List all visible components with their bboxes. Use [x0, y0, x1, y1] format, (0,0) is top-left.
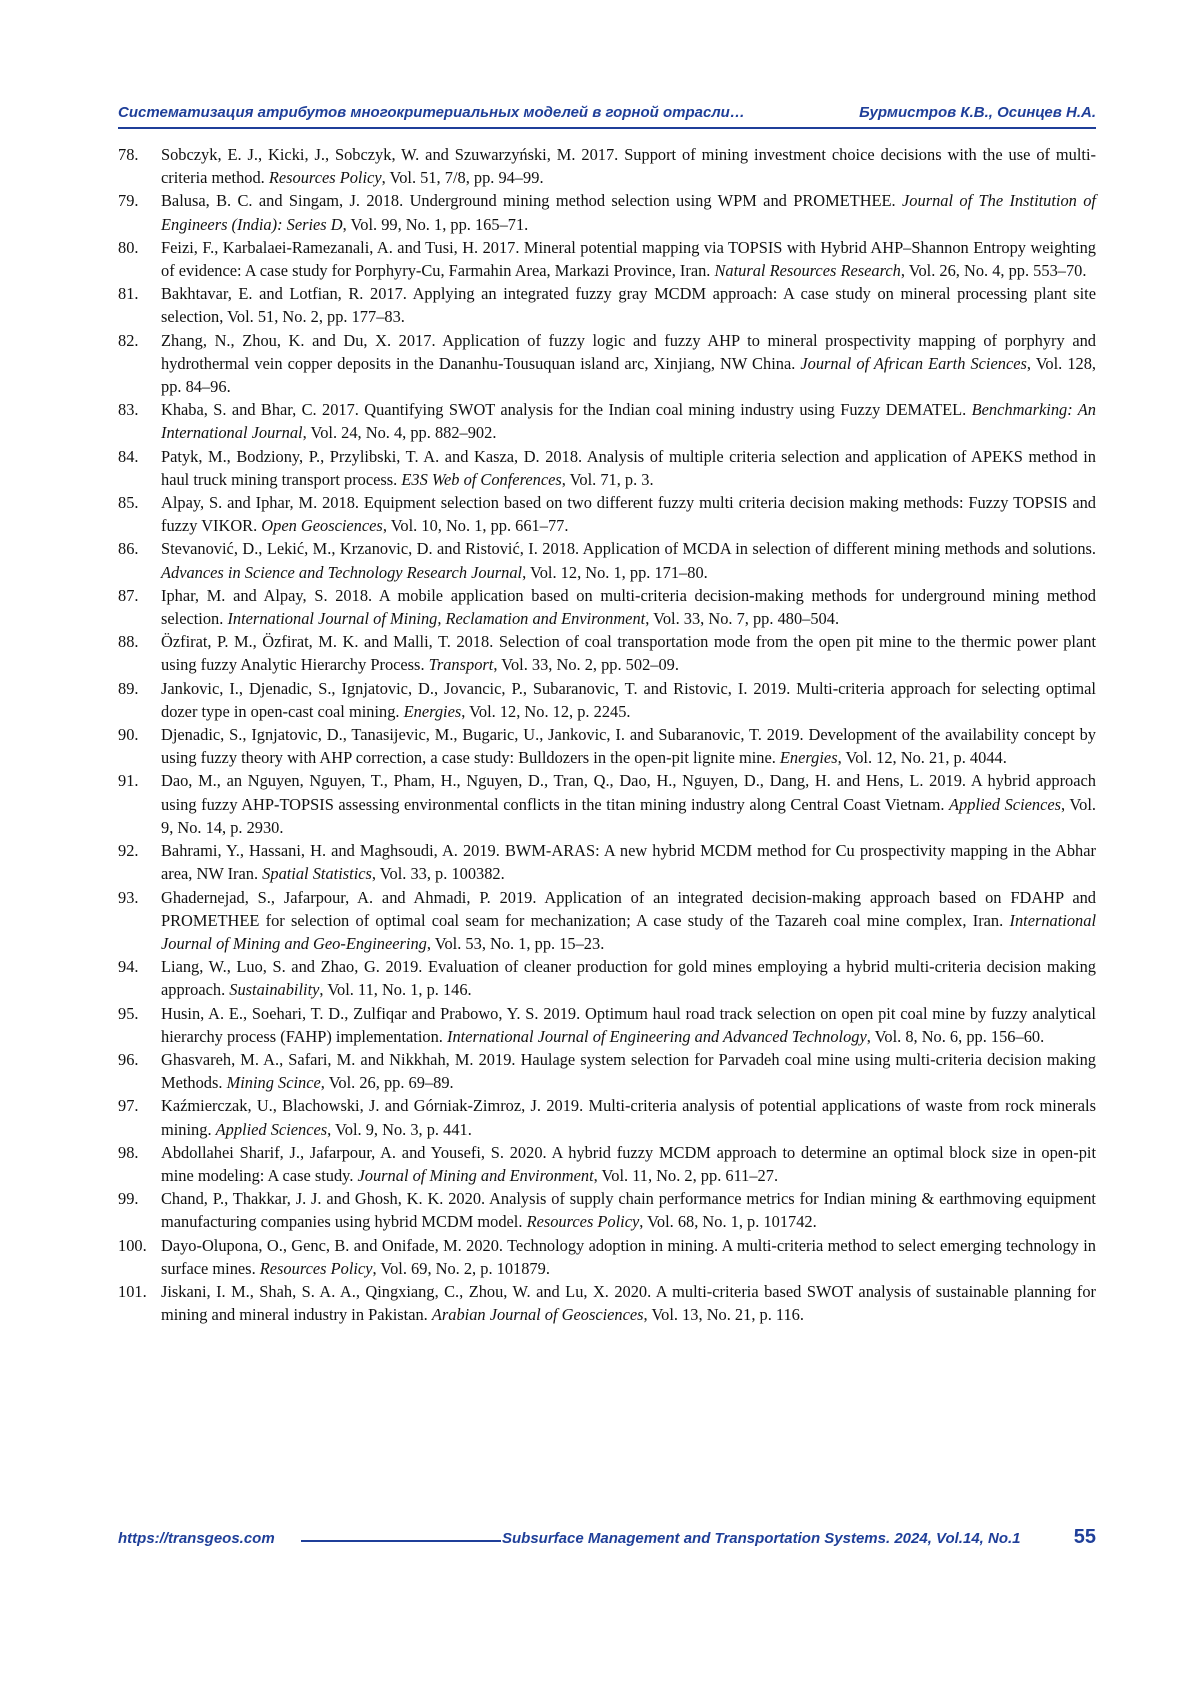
- reference-source-title: International Journal of Engineering and Advanced Technology: [447, 1026, 867, 1046]
- reference-text-segment: , Vol. 9, No. 3, p. 441.: [327, 1119, 472, 1139]
- reference-item: [118, 886, 1096, 956]
- reference-text-segment: Djenadic, S., Ignjatovic, D., Tanasijevic, M., Bugaric, U., Jankovic, I. and Subaranovic, T. 2019. Development of the availability concept by using fuzzy theory with AHP correction, a case study: Bulldozers in the open-pit lignite mine.: [161, 725, 1096, 768]
- reference-text-segment: , Vol. 26, pp. 69–89.: [320, 1073, 454, 1093]
- reference-source-title: Journal of Mining and Environment: [357, 1165, 594, 1185]
- reference-text-segment: Alpay, S. and Iphar, M. 2018. Equipment selection based on two different fuzzy multi criteria decision making methods: Fuzzy TOPSIS and fuzzy VIKOR.: [161, 493, 1096, 536]
- reference-text: [161, 771, 1096, 836]
- reference-text-segment: Chand, P., Thakkar, J. J. and Ghosh, K. K. 2020. Analysis of supply chain performance metrics for Indian mining & earthmoving equipment manufacturing companies using hybrid MCDM model.: [161, 1189, 1096, 1232]
- reference-text-segment: Bahrami, Y., Hassani, H. and Maghsoudi, A. 2019. BWM-ARAS: A new hybrid MCDM method for Cu prospectivity mapping in the Abhar area, NW Iran.: [161, 841, 1096, 884]
- reference-item: [118, 723, 1096, 769]
- reference-number: 99.: [118, 1189, 139, 1209]
- reference-item: [118, 189, 1096, 235]
- reference-text-segment: , Vol. 13, No. 21, p. 116.: [643, 1305, 804, 1325]
- reference-text-segment: , Vol. 8, No. 6, pp. 156–60.: [866, 1026, 1045, 1046]
- reference-number: 86.: [118, 539, 139, 559]
- reference-text-segment: , Vol. 11, No. 1, p. 146.: [319, 980, 472, 1000]
- reference-source-title: Resources Policy: [526, 1212, 640, 1232]
- reference-item: [118, 143, 1096, 189]
- reference-source-title: E3S Web of Conferences: [401, 469, 562, 489]
- reference-source-title: Arabian Journal of Geosciences: [431, 1305, 644, 1325]
- running-title: Систематизация атрибутов многокритериальных моделей в горной отрасли…: [118, 104, 745, 121]
- reference-text: [161, 493, 1096, 535]
- reference-text-segment: , Vol. 68, No. 1, p. 101742.: [639, 1212, 817, 1232]
- reference-item: [118, 1141, 1096, 1187]
- footer-journal-title: Subsurface Management and Transportation Systems. 2024, Vol.14, No.1: [502, 1530, 1021, 1547]
- reference-text-segment: , Vol. 12, No. 21, p. 4044.: [837, 748, 1007, 768]
- reference-text-segment: , Vol. 53, No. 1, pp. 15–23.: [426, 933, 605, 953]
- page-footer: [118, 1525, 1096, 1555]
- reference-source-title: Sustainability: [229, 980, 320, 1000]
- reference-text: [161, 284, 1096, 326]
- reference-source-title: Transport: [428, 655, 494, 675]
- reference-text-segment: Khaba, S. and Bhar, C. 2017. Quantifying SWOT analysis for the Indian coal mining industry using Fuzzy DEMATEL.: [161, 400, 972, 420]
- reference-item: [118, 1002, 1096, 1048]
- reference-source-title: Journal of The Institution of Engineers (India): Series D: [161, 191, 1096, 234]
- footer-rule: [301, 1540, 501, 1542]
- reference-number: 89.: [118, 678, 139, 698]
- reference-text: [161, 888, 1096, 953]
- reference-item: [118, 445, 1096, 491]
- reference-text: [161, 957, 1096, 999]
- reference-source-title: International Journal of Mining, Reclamation and Environment: [227, 609, 646, 629]
- reference-item: [118, 282, 1096, 328]
- reference-text: [161, 586, 1096, 628]
- reference-text: [161, 1096, 1096, 1138]
- reference-item: [118, 1048, 1096, 1094]
- reference-text: [161, 679, 1096, 721]
- reference-source-title: Natural Resources Research: [714, 261, 901, 281]
- reference-text: [161, 632, 1096, 674]
- reference-text-segment: Abdollahei Sharif, J., Jafarpour, A. and Yousefi, S. 2020. A hybrid fuzzy MCDM approach to determine an optimal block size in open-pit mine modeling: A case study.: [161, 1142, 1096, 1185]
- reference-text-segment: , Vol. 11, No. 2, pp. 611–27.: [593, 1165, 779, 1185]
- reference-source-title: Resources Policy: [259, 1258, 373, 1278]
- reference-number: 92.: [118, 841, 139, 861]
- reference-number: 87.: [118, 585, 139, 605]
- reference-number: 83.: [118, 400, 139, 420]
- reference-number: 80.: [118, 237, 139, 257]
- reference-source-title: Open Geosciences: [261, 516, 383, 536]
- running-authors: Бурмистров К.В., Осинцев Н.А.: [859, 104, 1096, 121]
- reference-text: [161, 1189, 1096, 1231]
- reference-text: [161, 725, 1096, 767]
- reference-text-segment: , Vol. 33, No. 2, pp. 502–09.: [493, 655, 679, 675]
- reference-text: [161, 1050, 1096, 1092]
- reference-number: 95.: [118, 1003, 139, 1023]
- reference-source-title: International Journal of Mining and Geo-Engineering: [161, 910, 1096, 953]
- footer-url-link[interactable]: https://transgeos.com: [118, 1530, 275, 1547]
- reference-list: [118, 143, 1096, 1326]
- reference-item: [118, 584, 1096, 630]
- reference-text: [161, 841, 1096, 883]
- reference-text-segment: Husin, A. E., Soehari, T. D., Zulfiqar and Prabowo, Y. S. 2019. Optimum haul road track selection on open pit coal mine by fuzzy analytical hierarchy process (FAHP) implementation.: [161, 1003, 1096, 1046]
- reference-number: 78.: [118, 145, 139, 164]
- reference-number: 88.: [118, 632, 139, 652]
- reference-number: 94.: [118, 957, 139, 977]
- reference-text-segment: , Vol. 33, No. 7, pp. 480–504.: [645, 609, 840, 629]
- reference-source-title: Energies: [403, 701, 462, 721]
- reference-item: [118, 1280, 1096, 1326]
- reference-item: [118, 677, 1096, 723]
- reference-text-segment: Ghasvareh, M. A., Safari, M. and Nikkhah, M. 2019. Haulage system selection for Parvadeh coal mine using multi-criteria decision making Methods.: [161, 1049, 1096, 1093]
- reference-source-title: Applied Sciences: [949, 794, 1062, 814]
- reference-source-title: Advances in Science and Technology Research Journal: [161, 562, 523, 582]
- reference-source-title: Benchmarking: An International Journal: [161, 400, 1096, 443]
- reference-item: [118, 329, 1096, 399]
- reference-text-segment: Stevanović, D., Lekić, M., Krzanovic, D. and Ristović, I. 2018. Application of MCDA in selection of different mining methods and solutions.: [161, 539, 1096, 559]
- reference-text-segment: Dayo-Olupona, O., Genc, B. and Onifade, M. 2020. Technology adoption in mining. A multi-criteria method to select emerging technology in surface mines.: [161, 1235, 1096, 1278]
- reference-text-segment: Iphar, M. and Alpay, S. 2018. A mobile application based on multi-criteria decision-making methods for underground mining method selection.: [161, 585, 1096, 629]
- reference-text-segment: Bakhtavar, E. and Lotfian, R. 2017. Applying an integrated fuzzy gray MCDM approach: A case study on mineral processing plant site selection, Vol. 51, No. 2, pp. 177–83.: [161, 284, 1096, 327]
- reference-text-segment: , Vol. 9, No. 14, p. 2930.: [161, 794, 1096, 837]
- reference-text: [161, 1143, 1096, 1185]
- reference-source-title: Journal of African Earth Sciences: [800, 353, 1027, 373]
- reference-text-segment: , Vol. 24, No. 4, pp. 882–902.: [302, 423, 497, 443]
- reference-text-segment: Balusa, B. C. and Singam, J. 2018. Underground mining method selection using WPM and PROMETHEE.: [161, 191, 903, 211]
- reference-item: [118, 537, 1096, 583]
- reference-number: 91.: [118, 771, 139, 791]
- reference-source-title: Mining Scince: [226, 1073, 321, 1093]
- reference-text: [161, 191, 1096, 233]
- reference-item: [118, 236, 1096, 282]
- reference-number: 101.: [118, 1281, 147, 1301]
- reference-text: [161, 145, 1096, 187]
- reference-number: 97.: [118, 1096, 139, 1116]
- reference-text-segment: Dao, M., an Nguyen, Nguyen, T., Pham, H., Nguyen, D., Tran, Q., Dao, H., Nguyen, D., Dang, H. and Hens, L. 2019. A hybrid approach using fuzzy AHP-TOPSIS assessing environmental conflicts in the titan mining industry along Central Coast Vietnam.: [161, 771, 1096, 814]
- reference-number: 90.: [118, 725, 139, 745]
- reference-source-title: Resources Policy: [268, 168, 382, 188]
- reference-item: [118, 1187, 1096, 1233]
- reference-number: 79.: [118, 191, 139, 211]
- reference-text-segment: , Vol. 99, No. 1, pp. 165–71.: [342, 214, 529, 234]
- reference-source-title: Applied Sciences: [215, 1119, 328, 1139]
- reference-text-segment: Sobczyk, E. J., Kicki, J., Sobczyk, W. and Szuwarzyński, M. 2017. Support of mining investment choice decisions with the use of multi-criteria method.: [161, 145, 1096, 188]
- page-header: [118, 100, 1096, 130]
- reference-number: 100.: [118, 1235, 147, 1255]
- reference-number: 81.: [118, 284, 139, 304]
- reference-text-segment: Feizi, F., Karbalaei-Ramezanali, A. and Tusi, H. 2017. Mineral potential mapping via TOPSIS with Hybrid AHP–Shannon Entropy weighting of evidence: A case study for Porphyry-Cu, Farmahin Area, Markazi Province, Iran.: [161, 237, 1096, 281]
- reference-source-title: Spatial Statistics: [262, 864, 372, 884]
- reference-text: [161, 539, 1096, 581]
- reference-number: 84.: [118, 446, 139, 466]
- reference-text: [161, 238, 1096, 280]
- reference-text: [161, 400, 1096, 442]
- reference-text: [161, 1004, 1096, 1046]
- reference-text-segment: , Vol. 69, No. 2, p. 101879.: [372, 1258, 550, 1278]
- page-number: 55: [1073, 1526, 1096, 1548]
- reference-text-segment: , Vol. 10, No. 1, pp. 661–77.: [382, 516, 569, 536]
- reference-item: [118, 1094, 1096, 1140]
- reference-text-segment: , Vol. 26, No. 4, pp. 553–70.: [900, 261, 1087, 281]
- header-rule: [118, 127, 1096, 129]
- reference-text-segment: Jankovic, I., Djenadic, S., Ignjatovic, D., Jovancic, P., Subaranovic, T. and Ristovic, I. 2019. Multi-criteria approach for selecting optimal dozer type in open-cast coal mining.: [161, 678, 1096, 721]
- reference-text-segment: , Vol. 128, pp. 84–96.: [161, 353, 1097, 397]
- reference-text-segment: , Vol. 33, p. 100382.: [371, 864, 505, 884]
- reference-source-title: Energies: [779, 748, 838, 768]
- reference-text-segment: , Vol. 12, No. 12, p. 2245.: [461, 701, 631, 721]
- reference-item: [118, 955, 1096, 1001]
- reference-item: [118, 630, 1096, 676]
- reference-item: [118, 1234, 1096, 1280]
- reference-text-segment: Ghadernejad, S., Jafarpour, A. and Ahmadi, P. 2019. Application of an integrated decision-making approach based on FDAHP and PROMETHEE for selection of optimal coal seam for mechanization; A case study of the Tazareh coal mine complex, Iran.: [161, 887, 1096, 930]
- reference-text-segment: Özfirat, P. M., Özfirat, M. K. and Malli, T. 2018. Selection of coal transportation mode from the open pit mine to the thermic power plant using fuzzy Analytic Hierarchy Process.: [161, 632, 1096, 675]
- reference-item: [118, 491, 1096, 537]
- reference-text-segment: Patyk, M., Bodziony, P., Przylibski, T. A. and Kasza, D. 2018. Analysis of multiple criteria selection and application of APEKS method in haul truck mining transport process.: [161, 446, 1096, 489]
- reference-text-segment: Jiskani, I. M., Shah, S. A. A., Qingxiang, C., Zhou, W. and Lu, X. 2020. A multi-criteria based SWOT analysis of sustainable planning for mining and mineral industry in Pakistan.: [161, 1281, 1096, 1325]
- reference-text: [161, 447, 1096, 489]
- reference-number: 82.: [118, 330, 139, 350]
- reference-number: 96.: [118, 1049, 139, 1069]
- reference-text: [161, 1282, 1096, 1324]
- reference-number: 98.: [118, 1142, 139, 1162]
- reference-text-segment: , Vol. 71, p. 3.: [561, 469, 654, 489]
- reference-text: [161, 1236, 1096, 1278]
- reference-item: [118, 839, 1096, 885]
- reference-text: [161, 331, 1096, 396]
- reference-number: 93.: [118, 887, 139, 907]
- reference-text-segment: , Vol. 12, No. 1, pp. 171–80.: [522, 562, 708, 582]
- reference-text-segment: Liang, W., Luo, S. and Zhao, G. 2019. Evaluation of cleaner production for gold mines employing a hybrid multi-criteria decision making approach.: [161, 957, 1096, 1000]
- reference-item: [118, 398, 1096, 444]
- reference-text-segment: , Vol. 51, 7/8, pp. 94–99.: [381, 168, 544, 188]
- reference-item: [118, 769, 1096, 839]
- reference-text-segment: Zhang, N., Zhou, K. and Du, X. 2017. Application of fuzzy logic and fuzzy AHP to mineral prospectivity mapping of porphyry and hydrothermal vein copper deposits in the Dananhu-Tousuquan island arc, Xinjiang, NW China.: [161, 330, 1096, 373]
- reference-number: 85.: [118, 493, 139, 513]
- reference-text-segment: Kaźmierczak, U., Blachowski, J. and Górniak-Zimroz, J. 2019. Multi-criteria analysis of potential applications of waste from rock minerals mining.: [161, 1096, 1096, 1139]
